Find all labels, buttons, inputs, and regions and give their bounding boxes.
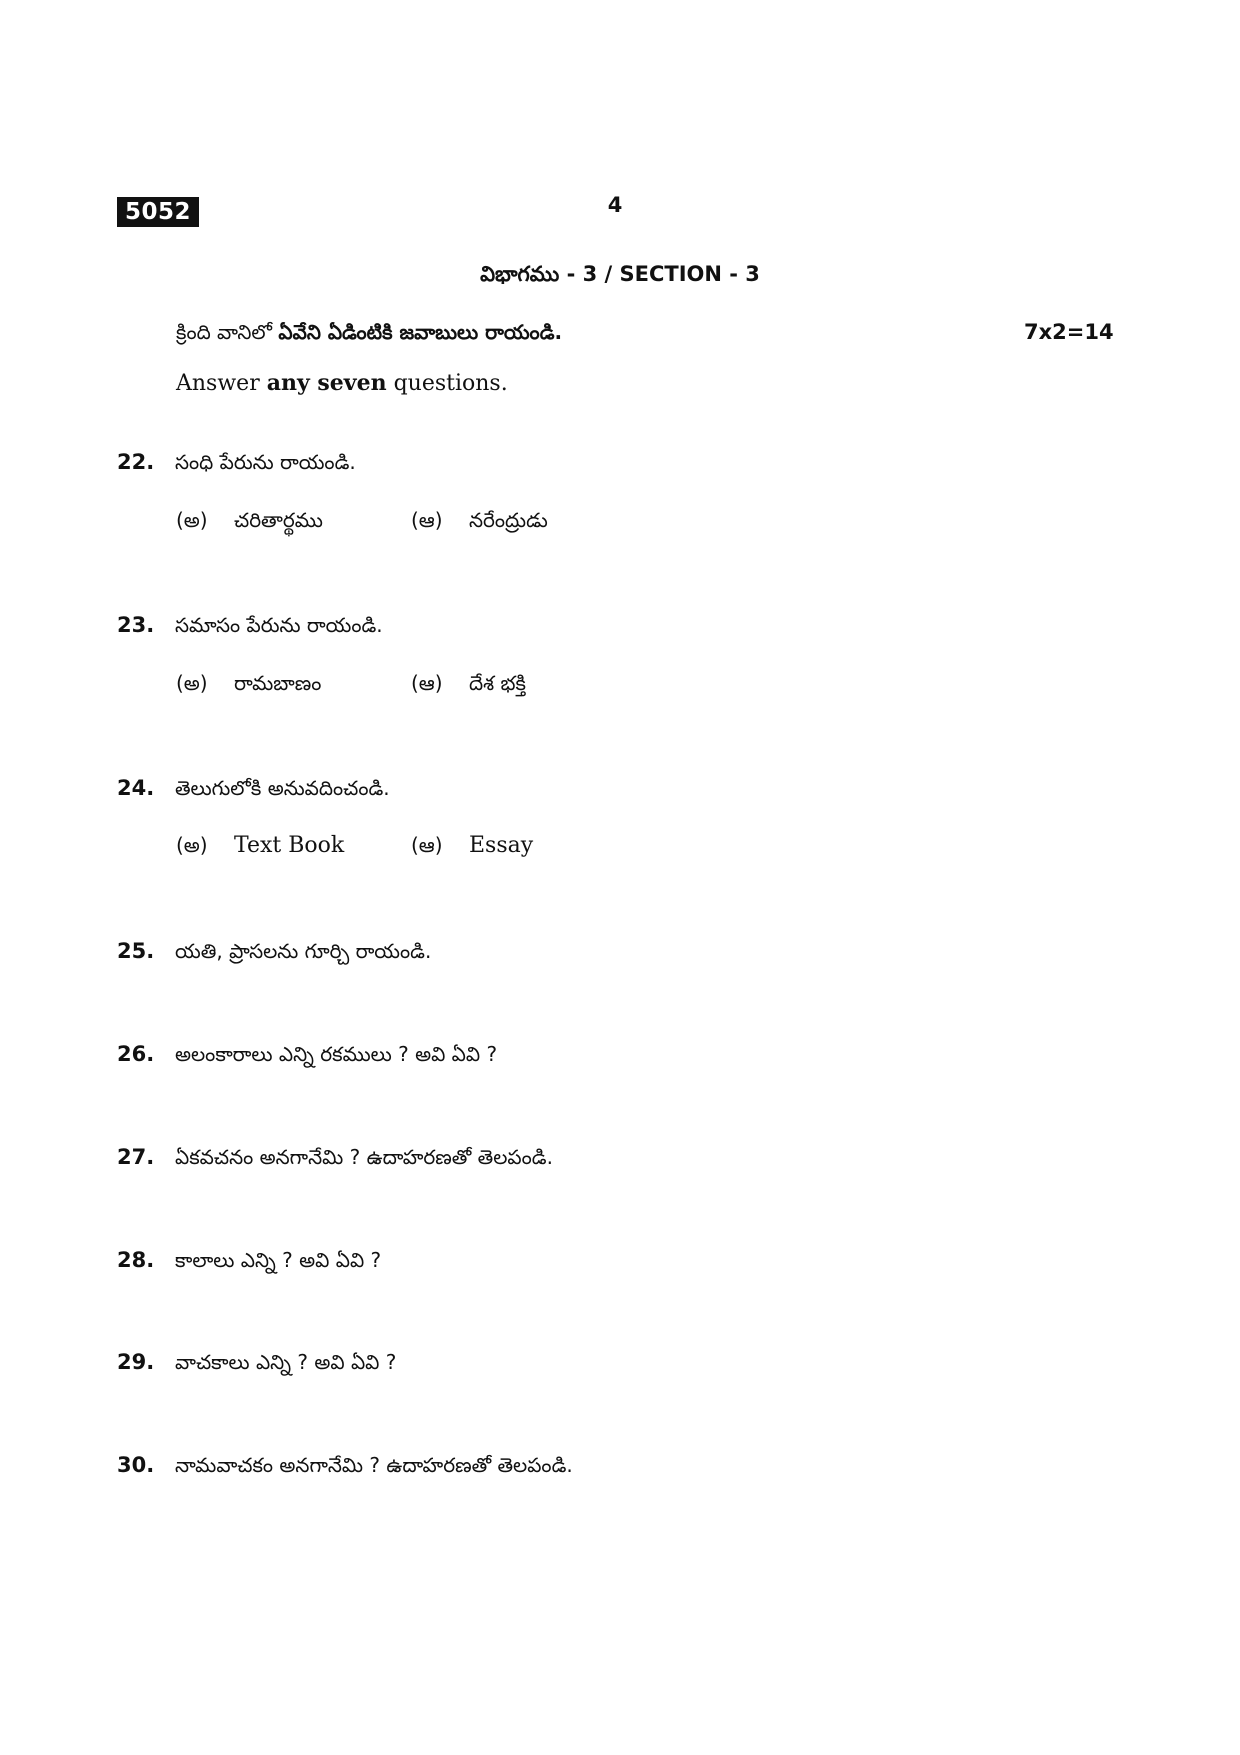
option-value: నరేంద్రుడు [469, 508, 548, 532]
option-b [411, 671, 526, 700]
option-label: (అ) [176, 508, 208, 532]
instruction-telugu [176, 320, 562, 349]
question-text: ఏకవచనం అనగానేమి ? ఉదాహరణతో తెలపండి. [175, 1145, 553, 1169]
option-value: రామబాణం [234, 671, 322, 695]
question-25 [117, 939, 1157, 968]
question-number: 29. [117, 1350, 155, 1374]
question-22 [117, 450, 1157, 479]
marks-allocation: 7x2=14 [1024, 320, 1114, 344]
instruction-english-prefix: Answer [176, 371, 267, 396]
question-number: 28. [117, 1248, 155, 1272]
question-number: 23. [117, 613, 155, 637]
question-text: యతి, ప్రాసలను గూర్చి రాయండి. [175, 939, 432, 963]
option-label: (అ) [176, 671, 208, 695]
option-value: దేశ భక్తి [469, 671, 526, 695]
section-title: విభాగము - 3 / SECTION - 3 [480, 262, 760, 286]
question-23 [117, 613, 1157, 642]
instruction-telugu-prefix: క్రింది వానిలో [176, 320, 279, 344]
question-text: నామవాచకం అనగానేమి ? ఉదాహరణతో తెలపండి. [175, 1453, 573, 1477]
question-24 [117, 776, 1157, 805]
option-label: (ఆ) [411, 833, 443, 857]
question-26 [117, 1042, 1157, 1071]
option-a [176, 671, 321, 700]
question-27 [117, 1145, 1157, 1174]
question-text: కాలాలు ఎన్ని ? అవి ఏవి ? [175, 1248, 382, 1272]
option-b [411, 508, 548, 537]
option-value: Text Book [234, 833, 345, 858]
question-text: సమాసం పేరును రాయండి. [175, 613, 383, 637]
instruction-english-suffix: questions. [386, 371, 508, 396]
instruction-telugu-bold: ఏవేని ఏడింటికి [278, 320, 393, 344]
instruction-english [176, 370, 508, 396]
question-number: 24. [117, 776, 155, 800]
instruction-telugu-suffix: జవాబులు రాయండి. [392, 320, 563, 344]
option-label: (అ) [176, 833, 208, 857]
question-number: 30. [117, 1453, 155, 1477]
question-text: అలంకారాలు ఎన్ని రకములు ? అవి ఏవి ? [175, 1042, 498, 1066]
option-value: చరితార్థము [234, 508, 323, 532]
question-number: 27. [117, 1145, 155, 1169]
option-a [176, 833, 344, 862]
question-29 [117, 1350, 1157, 1379]
question-text: వాచకాలు ఎన్ని ? అవి ఏవి ? [175, 1350, 397, 1374]
option-label: (ఆ) [411, 508, 443, 532]
question-number: 22. [117, 450, 155, 474]
option-label: (ఆ) [411, 671, 443, 695]
question-number: 25. [117, 939, 155, 963]
question-text: సంధి పేరును రాయండి. [175, 450, 356, 474]
question-30 [117, 1453, 1157, 1482]
option-a [176, 508, 323, 537]
question-text: తెలుగులోకి అనువదించండి. [175, 776, 390, 800]
option-b [411, 833, 533, 862]
page-number: 4 [607, 193, 623, 217]
paper-code-badge: 5052 [117, 197, 199, 227]
question-28 [117, 1248, 1157, 1277]
instruction-english-bold: any seven [266, 370, 387, 396]
question-number: 26. [117, 1042, 155, 1066]
option-value: Essay [469, 833, 534, 858]
